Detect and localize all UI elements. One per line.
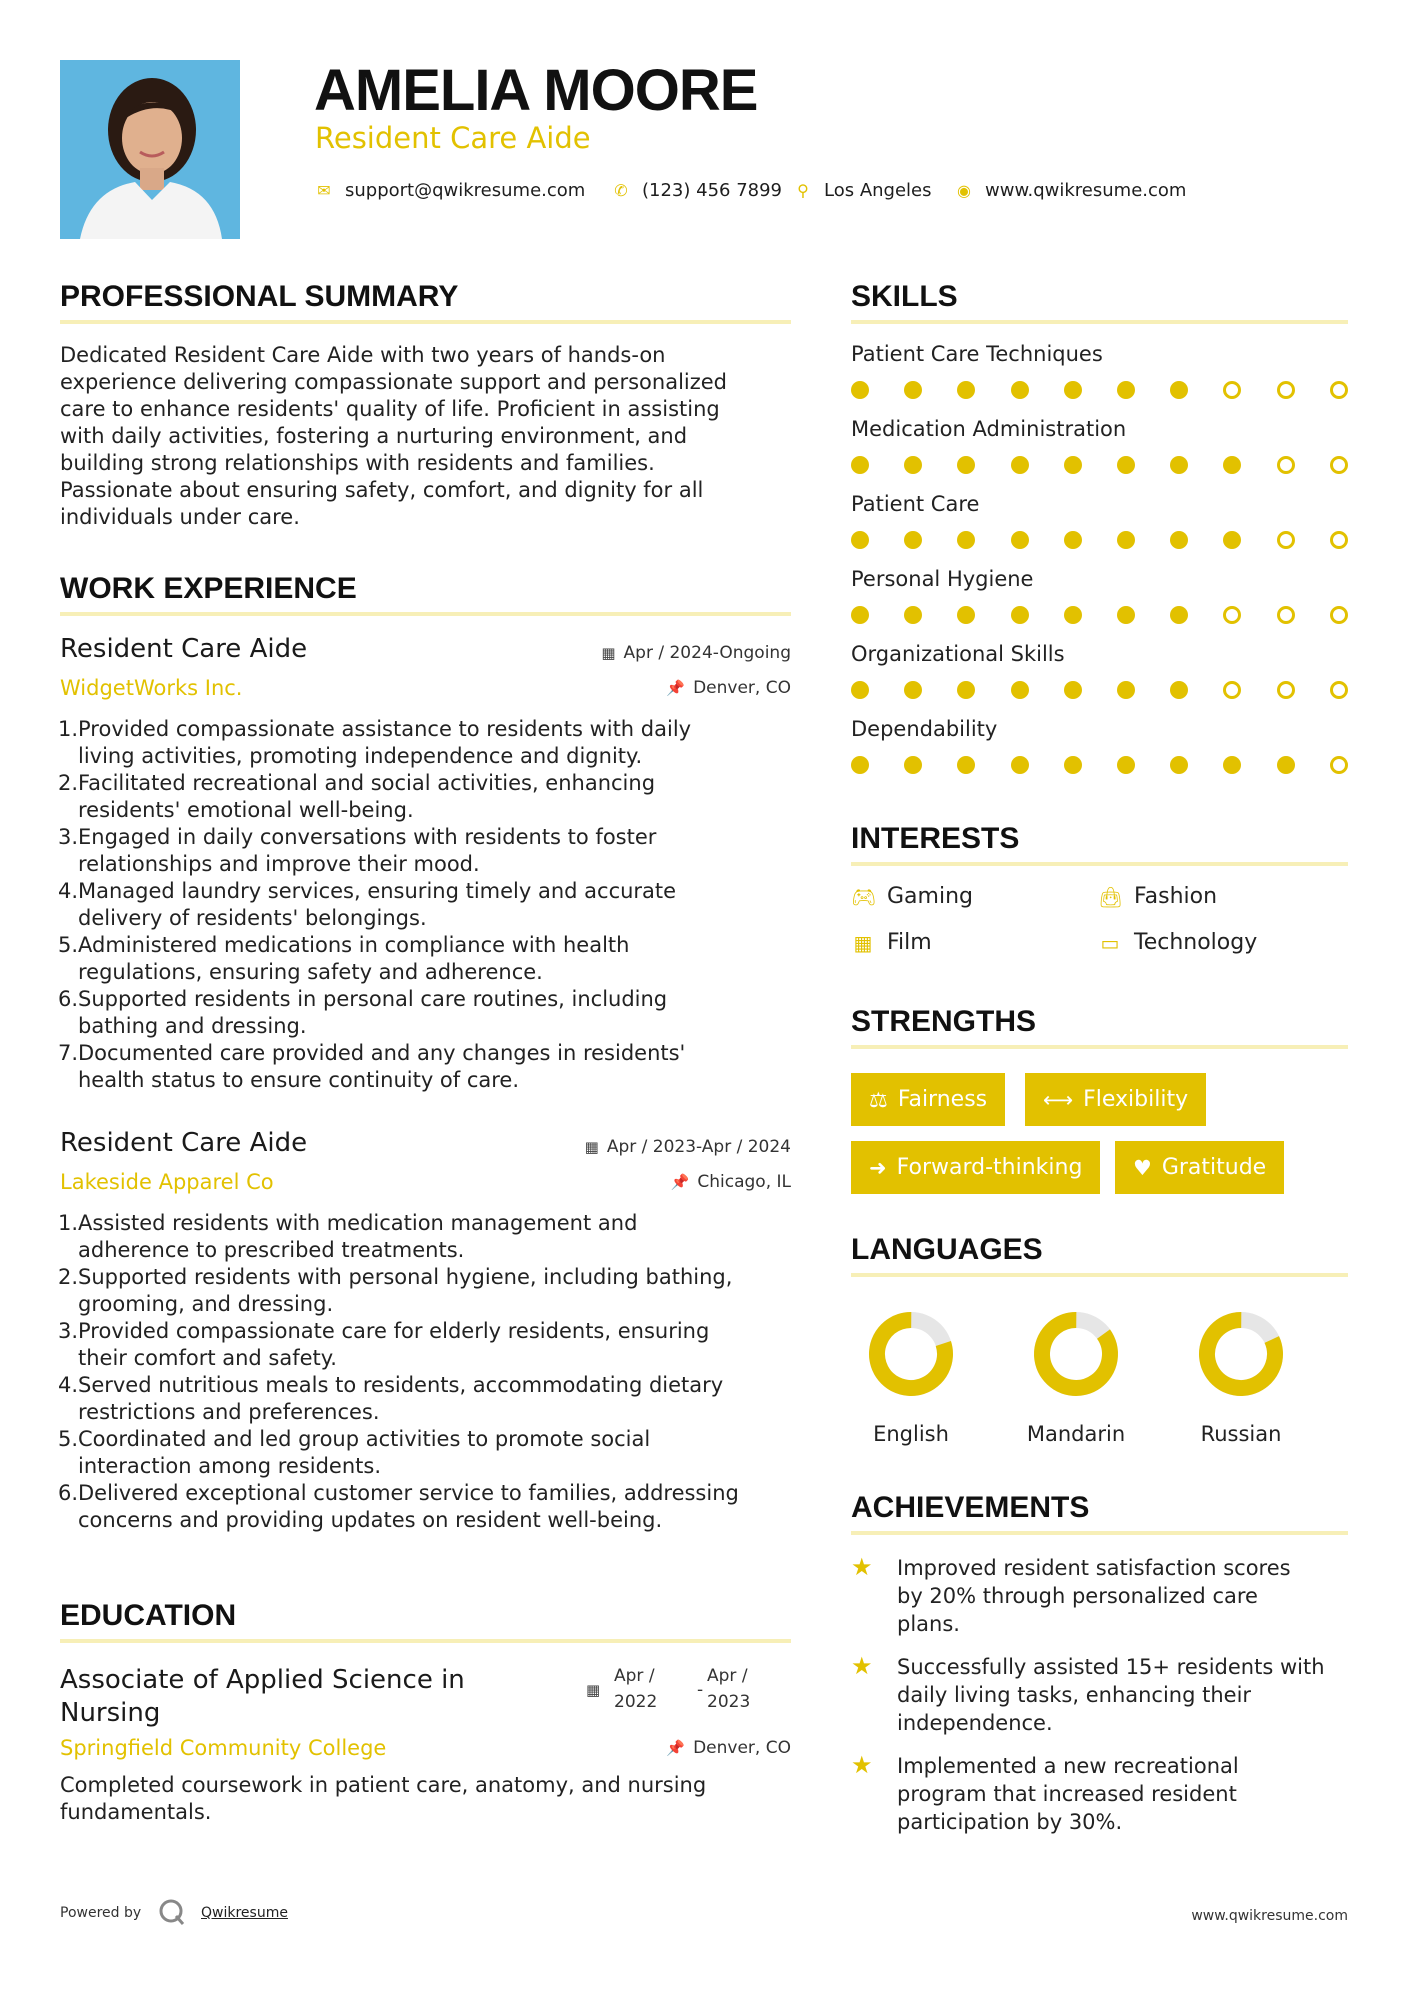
calendar-icon: ▦: [584, 1138, 599, 1156]
pushpin-icon: 📌: [666, 679, 686, 697]
skill-dot-filled: [851, 381, 869, 399]
contact-website[interactable]: [955, 180, 1186, 202]
strength-label: Forward-thinking: [896, 1155, 1083, 1180]
skill-row: [851, 719, 1351, 779]
job-2-location: [671, 1174, 791, 1191]
duty-line: delivery of residents' belongings.: [78, 906, 427, 930]
strength-label: Gratitude: [1161, 1155, 1267, 1180]
skill-dot-filled: [957, 606, 975, 624]
education-description: [60, 1772, 795, 1826]
skill-dot-empty: [1277, 681, 1295, 699]
languages-divider: [851, 1273, 1348, 1277]
job-1-role: Resident Care Aide: [60, 634, 308, 664]
footer-website[interactable]: www.qwikresume.com: [1191, 1908, 1348, 1924]
duty-number: 1.: [58, 717, 79, 741]
language-ring: [841, 1306, 981, 1402]
phone-text: (123) 456 7899: [642, 180, 783, 201]
interest-fashion: [1098, 886, 1217, 908]
map-marker-icon: ⚲: [797, 181, 809, 200]
skill-dot-filled: [851, 456, 869, 474]
interest-technology: [1098, 932, 1257, 954]
achievement-item: [851, 1653, 1325, 1737]
duty-line: interaction among residents.: [78, 1454, 382, 1478]
skill-dot-filled: [904, 456, 922, 474]
language-ring-fill: [868, 1311, 954, 1397]
duty-number: 5.: [58, 1427, 79, 1451]
skill-dot-empty: [1277, 456, 1295, 474]
envelope-icon: ✉: [317, 181, 331, 200]
summary-text: [60, 342, 795, 531]
calendar-icon: ▦: [586, 1681, 601, 1699]
interest-label: Gaming: [887, 884, 973, 909]
achievement-text: [897, 1752, 1239, 1836]
duty-line: Provided compassionate care for elderly residents, ensuring: [78, 1319, 710, 1343]
summary-line: Dedicated Resident Care Aide with two years of hands-on: [60, 343, 666, 367]
interest-gaming: [851, 886, 973, 908]
skill-dot-empty: [1223, 681, 1241, 699]
duty-item: [60, 1480, 795, 1534]
duty-line: health status to ensure continuity of care.: [78, 1068, 520, 1092]
skill-dot-filled: [1277, 756, 1295, 774]
skill-dot-filled: [904, 681, 922, 699]
skill-dot-filled: [1011, 381, 1029, 399]
skill-dot-filled: [1117, 531, 1135, 549]
achievement-text: [897, 1653, 1325, 1737]
skill-dot-filled: [957, 531, 975, 549]
achievements-heading: ACHIEVEMENTS: [851, 1491, 1090, 1524]
job-2-location-text: Chicago, IL: [697, 1172, 791, 1192]
summary-line: individuals under care.: [60, 505, 300, 529]
skill-dot-empty: [1277, 531, 1295, 549]
skills-list: [851, 344, 1351, 784]
duty-number: 4.: [58, 1373, 79, 1397]
skill-dot-empty: [1223, 606, 1241, 624]
heart-icon: ♥: [1133, 1155, 1152, 1180]
duty-number: 3.: [58, 1319, 79, 1343]
duty-number: 2.: [58, 771, 79, 795]
achievement-line: participation by 30%.: [897, 1810, 1123, 1834]
balance-scale-icon: ⚖: [869, 1087, 888, 1112]
job-2-date-text: Apr / 2023-Apr / 2024: [606, 1137, 791, 1157]
skill-row: [851, 344, 1351, 404]
skill-name: Patient Care: [851, 492, 980, 516]
job-2-company: Lakeside Apparel Co: [60, 1170, 274, 1194]
skill-dot-filled: [851, 606, 869, 624]
skill-dot-filled: [957, 756, 975, 774]
duty-line: Documented care provided and any changes in residents': [78, 1041, 686, 1065]
skill-dot-filled: [1011, 531, 1029, 549]
duty-item: [60, 1210, 795, 1264]
duty-line: grooming, and dressing.: [78, 1292, 334, 1316]
language-ring-fill: [1029, 1307, 1124, 1402]
skill-row: [851, 419, 1351, 479]
achievement-line: daily living tasks, enhancing their: [897, 1683, 1252, 1707]
job-1-date-text: Apr / 2024-Ongoing: [623, 643, 791, 663]
summary-line: experience delivering compassionate support and personalized: [60, 370, 728, 394]
duty-item: [60, 824, 795, 878]
duty-line: concerns and providing updates on resident well-being.: [78, 1508, 663, 1532]
languages-list: [841, 1306, 1361, 1446]
skill-dot-filled: [904, 756, 922, 774]
skill-dot-filled: [1223, 531, 1241, 549]
skill-dot-filled: [1064, 681, 1082, 699]
achievement-line: program that increased resident: [897, 1782, 1237, 1806]
skill-dot-filled: [1117, 681, 1135, 699]
achievements-divider: [851, 1531, 1348, 1535]
skill-dot-empty: [1330, 681, 1348, 699]
skill-dot-filled: [851, 681, 869, 699]
skill-dot-filled: [1117, 456, 1135, 474]
duty-line: Engaged in daily conversations with residents to foster: [78, 825, 657, 849]
education-desc-line: Completed coursework in patient care, anatomy, and nursing: [60, 1773, 707, 1797]
pushpin-icon: 📌: [670, 1173, 690, 1191]
duty-line: bathing and dressing.: [78, 1014, 307, 1038]
duty-line: Provided compassionate assistance to residents with daily: [78, 717, 692, 741]
contact-phone[interactable]: [612, 180, 782, 202]
duty-line: Delivered exceptional customer service to families, addressing: [78, 1481, 739, 1505]
experience-divider: [60, 612, 791, 616]
qwikresume-logo-icon: [158, 1898, 186, 1926]
duty-line: Assisted residents with medication management and: [78, 1211, 638, 1235]
skill-dot-filled: [1117, 756, 1135, 774]
skill-dot-filled: [1011, 606, 1029, 624]
duty-line: Managed laundry services, ensuring timely and accurate: [78, 879, 677, 903]
skill-name: Patient Care Techniques: [851, 342, 1103, 366]
job-1-location-text: Denver, CO: [693, 678, 791, 698]
achievement-line: Improved resident satisfaction scores: [897, 1556, 1291, 1580]
profile-photo: [60, 60, 240, 239]
end-month: Apr /: [707, 1666, 748, 1686]
candidate-title: Resident Care Aide: [315, 121, 591, 155]
summary-line: with daily activities, fostering a nurturing environment, and: [60, 424, 688, 448]
duty-item: [60, 1426, 795, 1480]
duty-item: [60, 986, 795, 1040]
pushpin-icon: 📌: [666, 1739, 686, 1757]
contact-email[interactable]: [315, 180, 585, 202]
achievement-line: Implemented a new recreational: [897, 1754, 1239, 1778]
email-text: support@qwikresume.com: [345, 180, 586, 201]
duty-number: 4.: [58, 879, 79, 903]
skill-dot-filled: [1064, 381, 1082, 399]
skill-row: [851, 494, 1351, 554]
laptop-icon: ▭: [1100, 931, 1120, 955]
skill-dot-filled: [904, 531, 922, 549]
education-start: [614, 1663, 657, 1715]
skill-name: Dependability: [851, 717, 998, 741]
education-divider: [60, 1639, 791, 1643]
arrows-horizontal-icon: ⟷: [1043, 1087, 1074, 1112]
job-1-company: WidgetWorks Inc.: [60, 676, 243, 700]
achievement-line: Successfully assisted 15+ residents with: [897, 1655, 1325, 1679]
strength-label: Flexibility: [1083, 1087, 1189, 1112]
star-icon: ★: [851, 1751, 873, 1779]
skill-dot-filled: [957, 456, 975, 474]
phone-icon: ✆: [614, 181, 628, 200]
strengths-heading: STRENGTHS: [851, 1005, 1037, 1038]
summary-heading: PROFESSIONAL SUMMARY: [60, 280, 459, 313]
duty-item: [60, 878, 795, 932]
skill-dot-filled: [1170, 606, 1188, 624]
experience-heading: WORK EXPERIENCE: [60, 572, 357, 605]
skill-name: Organizational Skills: [851, 642, 1065, 666]
language-item: [1171, 1306, 1311, 1445]
education-heading: EDUCATION: [60, 1599, 237, 1632]
start-year: 2022: [614, 1692, 658, 1712]
duty-line: living activities, promoting independence and dignity.: [78, 744, 643, 768]
skill-dot-empty: [1330, 606, 1348, 624]
skill-dot-filled: [1064, 606, 1082, 624]
strength-label: Fairness: [897, 1087, 988, 1112]
duty-item: [60, 716, 795, 770]
job-2-duties: [60, 1210, 795, 1534]
skills-heading: SKILLS: [851, 280, 958, 313]
skill-dot-filled: [957, 381, 975, 399]
skills-divider: [851, 320, 1348, 324]
contact-location: [794, 180, 932, 202]
skill-dot-filled: [851, 756, 869, 774]
portrait-image: [60, 60, 240, 239]
summary-line: care to enhance residents' quality of life. Proficient in assisting: [60, 397, 720, 421]
date-separator: -: [697, 1680, 704, 1700]
degree-line: Associate of Applied Science in: [60, 1665, 465, 1695]
end-year: 2023: [707, 1692, 751, 1712]
interest-label: Technology: [1134, 930, 1258, 955]
duty-line: Administered medications in compliance with health: [78, 933, 630, 957]
language-ring: [1171, 1306, 1311, 1402]
job-2-date: [585, 1139, 791, 1156]
skill-dot-filled: [1011, 681, 1029, 699]
summary-line: building strong relationships with residents and families.: [60, 451, 655, 475]
candidate-name: AMELIA MOORE: [314, 58, 758, 123]
achievement-item: [851, 1554, 1291, 1638]
duty-number: 6.: [58, 987, 79, 1011]
language-name: Russian: [1200, 1422, 1282, 1446]
duty-line: Coordinated and led group activities to promote social: [78, 1427, 651, 1451]
skill-dot-empty: [1330, 756, 1348, 774]
degree-line: Nursing: [60, 1698, 161, 1728]
interest-film: [851, 932, 932, 954]
skill-dot-filled: [1223, 756, 1241, 774]
duty-line: their comfort and safety.: [78, 1346, 337, 1370]
skill-dot-filled: [1117, 381, 1135, 399]
skill-dot-filled: [1064, 531, 1082, 549]
language-item: [1006, 1306, 1146, 1445]
duty-line: Facilitated recreational and social activities, enhancing: [78, 771, 656, 795]
duty-item: [60, 932, 795, 986]
duty-number: 3.: [58, 825, 79, 849]
achievement-item: [851, 1752, 1239, 1836]
language-ring: [1006, 1306, 1146, 1402]
achievement-text: [897, 1554, 1291, 1638]
skill-dot-filled: [851, 531, 869, 549]
skill-row: [851, 644, 1351, 704]
duty-number: 1.: [58, 1211, 79, 1235]
skill-name: Personal Hygiene: [851, 567, 1034, 591]
strength-forward-thinking: [851, 1141, 1100, 1194]
duty-number: 7.: [58, 1041, 79, 1065]
start-month: Apr /: [614, 1666, 655, 1686]
qwikresume-link[interactable]: Qwikresume: [201, 1905, 288, 1921]
star-icon: ★: [851, 1652, 873, 1680]
skill-dot-filled: [1011, 456, 1029, 474]
skill-dot-empty: [1330, 381, 1348, 399]
interests-divider: [851, 862, 1348, 866]
interest-label: Film: [887, 930, 932, 955]
skill-dot-filled: [1170, 456, 1188, 474]
duty-number: 2.: [58, 1265, 79, 1289]
film-icon: ▦: [853, 931, 873, 955]
duty-item: [60, 770, 795, 824]
achievement-line: by 20% through personalized care: [897, 1584, 1258, 1608]
interest-label: Fashion: [1134, 884, 1218, 909]
languages-heading: LANGUAGES: [851, 1233, 1043, 1266]
skill-dot-filled: [1170, 381, 1188, 399]
location-text: Los Angeles: [824, 180, 932, 201]
gamepad-icon: 🎮︎: [851, 885, 877, 909]
skill-dot-empty: [1223, 381, 1241, 399]
summary-line: Passionate about ensuring safety, comfort, and dignity for all: [60, 478, 704, 502]
skill-dot-filled: [1064, 456, 1082, 474]
skill-dot-filled: [1170, 531, 1188, 549]
achievement-line: independence.: [897, 1711, 1053, 1735]
duty-line: restrictions and preferences.: [78, 1400, 380, 1424]
duty-number: 6.: [58, 1481, 79, 1505]
skill-dot-filled: [1170, 756, 1188, 774]
skill-dot-filled: [1064, 756, 1082, 774]
duty-line: Served nutritious meals to residents, accommodating dietary: [78, 1373, 724, 1397]
skill-dot-empty: [1330, 531, 1348, 549]
duty-line: regulations, ensuring safety and adherence.: [78, 960, 543, 984]
skill-dot-filled: [957, 681, 975, 699]
strength-fairness: [851, 1073, 1005, 1126]
skill-dot-empty: [1277, 381, 1295, 399]
job-1-date: [601, 645, 791, 662]
achievement-line: plans.: [897, 1612, 960, 1636]
duty-line: Supported residents in personal care routines, including: [78, 987, 668, 1011]
arrow-right-icon: ➜: [869, 1155, 887, 1180]
language-item: [841, 1306, 981, 1445]
skill-dot-empty: [1330, 456, 1348, 474]
interests-heading: INTERESTS: [851, 822, 1020, 855]
duty-line: residents' emotional well-being.: [78, 798, 414, 822]
skill-dot-filled: [904, 606, 922, 624]
school-name: Springfield Community College: [60, 1736, 387, 1760]
duty-item: [60, 1318, 795, 1372]
job-2-role: Resident Care Aide: [60, 1128, 308, 1158]
language-ring-fill: [1196, 1309, 1286, 1399]
skill-name: Medication Administration: [851, 417, 1127, 441]
skill-dot-filled: [1223, 456, 1241, 474]
strength-flexibility: [1025, 1073, 1206, 1126]
degree-title: [60, 1664, 465, 1730]
shopping-bag-icon: 👜︎: [1098, 885, 1124, 909]
skill-dot-filled: [1117, 606, 1135, 624]
summary-divider: [60, 320, 791, 324]
skill-dot-filled: [1011, 756, 1029, 774]
skill-row: [851, 569, 1351, 629]
strength-gratitude: [1115, 1141, 1284, 1194]
calendar-icon: ▦: [601, 644, 616, 662]
globe-icon: ◉: [957, 181, 971, 200]
website-text: www.qwikresume.com: [985, 180, 1187, 201]
duty-item: [60, 1372, 795, 1426]
star-icon: ★: [851, 1553, 873, 1581]
powered-by-label: Powered by: [60, 1905, 142, 1921]
duty-item: [60, 1264, 795, 1318]
duty-number: 5.: [58, 933, 79, 957]
skill-dot-filled: [1170, 681, 1188, 699]
education-location: [666, 1740, 791, 1757]
strengths-divider: [851, 1045, 1348, 1049]
duty-line: relationships and improve their mood.: [78, 852, 480, 876]
job-1-location: [666, 680, 791, 697]
education-location-text: Denver, CO: [693, 1738, 791, 1758]
language-name: Mandarin: [1026, 1422, 1126, 1446]
duty-item: [60, 1040, 795, 1094]
education-end: [707, 1663, 750, 1715]
skill-dot-filled: [904, 381, 922, 399]
duty-line: adherence to prescribed treatments.: [78, 1238, 465, 1262]
job-1-duties: [60, 716, 795, 1094]
language-name: English: [873, 1422, 949, 1446]
duty-line: Supported residents with personal hygiene, including bathing,: [78, 1265, 733, 1289]
skill-dot-empty: [1277, 606, 1295, 624]
education-desc-line: fundamentals.: [60, 1800, 212, 1824]
